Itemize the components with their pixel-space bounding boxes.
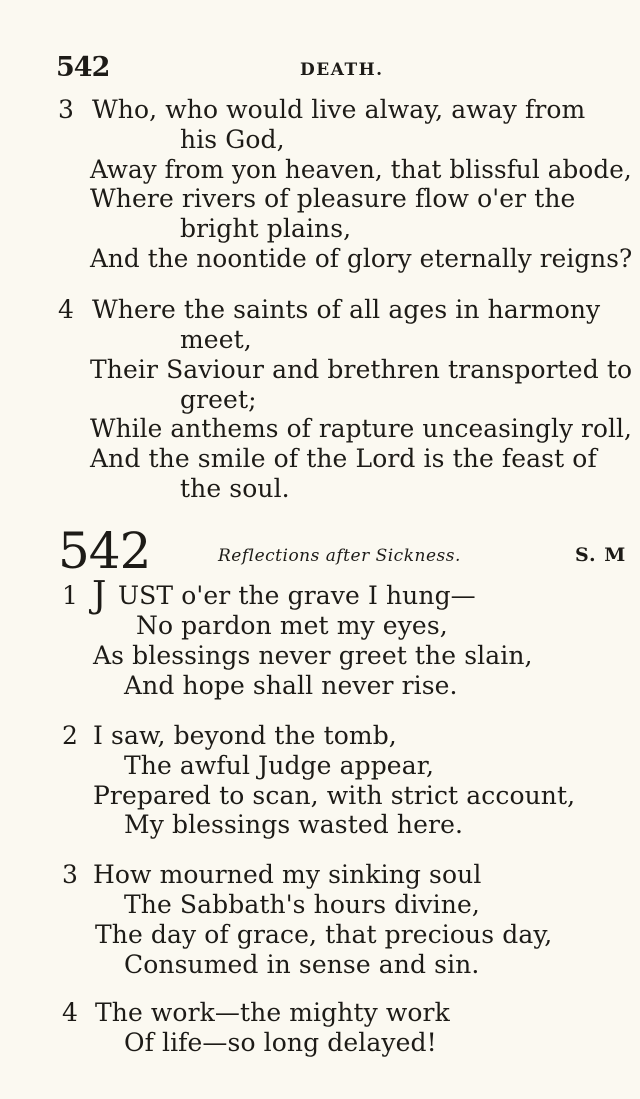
verse-line: As blessings never greet the slain, (93, 641, 533, 670)
drop-cap: J (92, 575, 107, 616)
verse-line: The work—the mighty work (95, 998, 450, 1027)
verse-line: And the smile of the Lord is the feast of (90, 444, 597, 473)
verse-line: The awful Judge appear, (124, 751, 435, 780)
verse-line: UST o'er the grave I hung— (118, 581, 476, 610)
verse-number: 1 (62, 581, 78, 610)
verse-line: Of life—so long delayed! (124, 1028, 437, 1057)
verse-line: Their Saviour and brethren transported to (90, 355, 633, 384)
verse-line: bright plains, (180, 214, 352, 243)
verse-line: My blessings wasted here. (124, 810, 464, 839)
verse-line: Prepared to scan, with strict account, (93, 781, 576, 810)
verse-number: 2 (62, 721, 78, 750)
verse-line: the soul. (180, 474, 290, 503)
verse-line: Away from yon heaven, that blissful abode, (90, 155, 632, 184)
verse-line: Where the saints of all ages in harmony (92, 295, 601, 324)
verse-line: No pardon met my eyes, (136, 611, 448, 640)
verse-number: 3 (58, 95, 74, 124)
verse-line: How mourned my sinking soul (93, 860, 482, 889)
verse-line: I saw, beyond the tomb, (93, 721, 397, 750)
verse-line: And the noontide of glory eternally reigns? (90, 244, 633, 273)
verse-line: The day of grace, that precious day, (95, 920, 553, 949)
hymn-number: 542 (58, 522, 151, 580)
verse-line: Who, who would live alway, away from (92, 95, 586, 124)
verse-line: And hope shall never rise. (124, 671, 458, 700)
verse-number: 4 (62, 998, 78, 1027)
verse-line: greet; (180, 385, 257, 414)
page-number: 542 (56, 52, 110, 83)
verse-line: his God, (180, 125, 285, 154)
verse-line: The Sabbath's hours divine, (124, 890, 480, 919)
verse-number: 4 (58, 295, 74, 324)
verse-line: Consumed in sense and sin. (124, 950, 480, 979)
verse-number: 3 (62, 860, 78, 889)
verse-line: While anthems of rapture unceasingly roll, (90, 414, 633, 443)
hymn-title: Reflections after Sickness. (218, 546, 461, 566)
running-head: DEATH. (300, 60, 384, 80)
verse-line: meet, (180, 325, 252, 354)
hymn-meter: S. M (575, 544, 627, 566)
verse-line: Where rivers of pleasure flow o'er the (90, 184, 576, 213)
